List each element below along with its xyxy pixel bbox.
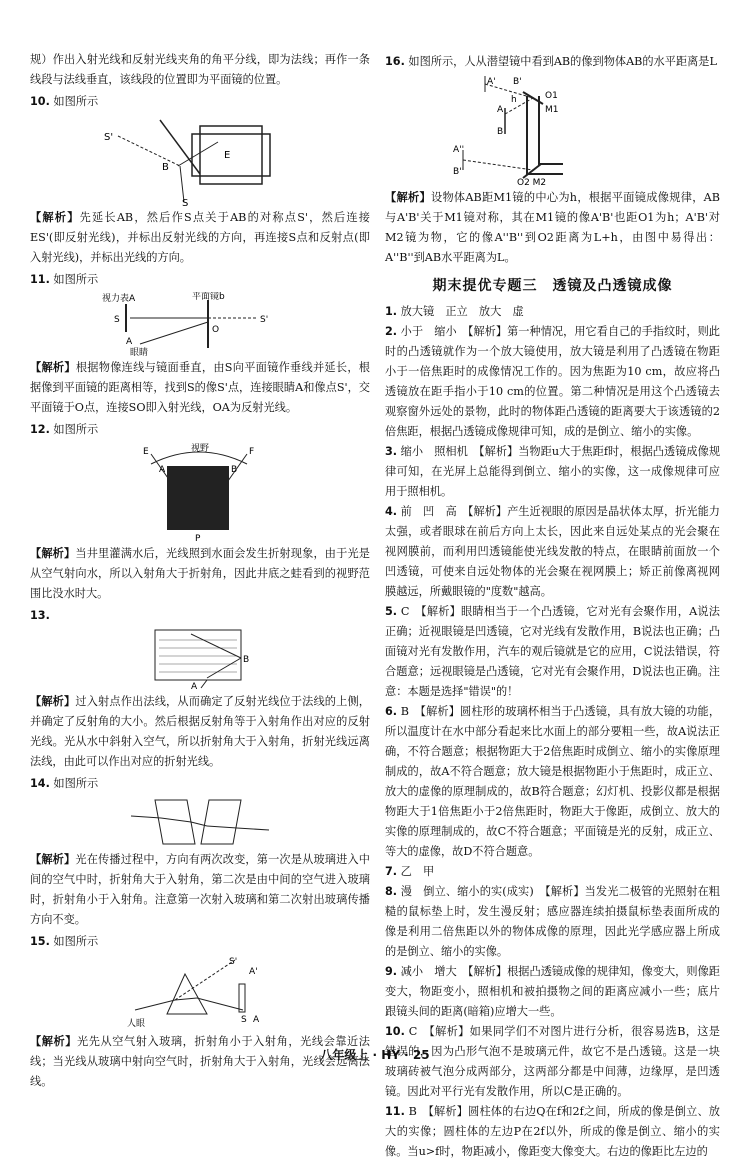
q11-label-mirror: 平面镜b bbox=[192, 292, 225, 302]
answer-number: 6. bbox=[385, 705, 398, 718]
q12-analysis bbox=[30, 544, 370, 604]
q12-title: 如图所示 bbox=[53, 423, 99, 436]
answer-item bbox=[385, 322, 720, 442]
q15-label-s: S bbox=[241, 1015, 247, 1025]
answer-number: 3. bbox=[385, 445, 398, 458]
q11-label-chart: 视力表A bbox=[102, 294, 136, 304]
answer-body: 前 凹 高 【解析】产生近视眼的原因是晶状体太厚，折光能力太强，或者眼球在前后方向上太长，因此来自远处某点的光会聚在视网膜前，而利用凹透镜能使光线发散的特点，在眼睛前面放一个凹透镜，可使来自远处物体的光会聚在视网膜上；矫正前像离视网膜越远，所戴眼镜的"度数"越高。 bbox=[385, 505, 720, 598]
answer-item bbox=[385, 602, 720, 702]
q12-label-p: P bbox=[195, 534, 201, 542]
q12-label-b: B bbox=[231, 465, 238, 475]
q16-label-h: h bbox=[510, 95, 517, 105]
intro-text: 规）作出入射光线和反射光线夹角的角平分线，即为法线；再作一条线段与法线垂直，该线段的位置即为平面镜的位置。 bbox=[30, 53, 370, 86]
q15-label-eye: 人眼 bbox=[127, 1019, 146, 1029]
q13-tag: 【解析】 bbox=[30, 695, 76, 708]
q14-tag: 【解析】 bbox=[30, 853, 76, 866]
answer-number: 2. bbox=[385, 325, 398, 338]
answer-number: 11. bbox=[385, 1105, 405, 1118]
q10-analysis bbox=[30, 208, 370, 268]
page-footer: 八年级上 · HY · 25 bbox=[320, 1048, 430, 1062]
q10-number: 10. bbox=[30, 95, 50, 108]
q11-label-a: A bbox=[126, 337, 133, 347]
q10-figure bbox=[100, 114, 300, 206]
answer-body: B 【解析】圆柱体的右边Q在f和2f之间，所成的像是倒立、放大的实像；圆柱体的左边P在2f以外，所成的像是倒立、缩小的实像。当u>f时，物距减小，像距变大像变大。右边的像距比左边的 bbox=[385, 1105, 720, 1158]
q15-figure bbox=[115, 954, 285, 1030]
q12-label-f: F bbox=[249, 447, 255, 457]
q14-title: 如图所示 bbox=[53, 777, 99, 790]
q15-tag: 【解析】 bbox=[30, 1035, 77, 1048]
q13-figure bbox=[125, 628, 275, 690]
q16-analysis bbox=[385, 188, 720, 268]
answer-item bbox=[385, 962, 720, 1022]
answer-item bbox=[385, 862, 720, 882]
q16-label-a: A bbox=[496, 105, 503, 115]
q12-number: 12. bbox=[30, 423, 50, 436]
q12-label-view: 视野 bbox=[191, 444, 210, 454]
answer-body: C 【解析】眼睛相当于一个凸透镜，它对光有会聚作用，A说法正确；近视眼镜是凹透镜，它对光线有发散作用，B说法也正确；凸面镜对光有发散作用，汽车的观后镜就是它的应用，C说法错误，符合题意；远视眼镜是凸透镜，它对光有会聚作用，D说法也正确。注意：本题是选择"错误"的！ bbox=[385, 605, 720, 698]
answer-item bbox=[385, 1102, 720, 1162]
q11-label-o: O bbox=[212, 325, 220, 335]
q12-figure bbox=[115, 442, 285, 542]
answer-number: 4. bbox=[385, 505, 398, 518]
answer-body: C 【解析】如果同学们不对图片进行分析，很容易选B，这是错误的，因为凸形气泡不是玻璃元件，故它不是凸透镜。这是一块玻璃砖被气泡分成两部分，这两部分都是中间薄，边缘厚，是凹透镜。因此对平行光有发散作用，所以C是正确的。 bbox=[385, 1025, 720, 1098]
q16-tag: 【解析】 bbox=[385, 191, 431, 204]
q13-label-b: B bbox=[243, 655, 250, 665]
answer-body: 放大镜 正立 放大 虚 bbox=[400, 305, 524, 318]
q13-label-a: A bbox=[191, 682, 198, 690]
left-column bbox=[30, 50, 370, 1092]
answer-number: 1. bbox=[385, 305, 398, 318]
q16-figure bbox=[453, 74, 653, 186]
q11-analysis bbox=[30, 358, 370, 418]
q11-label-eye: 眼睛 bbox=[130, 348, 149, 356]
q11-tag: 【解析】 bbox=[30, 361, 76, 374]
answer-body: 漫 倒立、缩小的实(成实) 【解析】当发光二极管的光照射在粗糙的鼠标垫上时，发生漫反射；感应器连续拍摄鼠标垫表面所成的像是利用二倍焦距以外的物体成像的原理，因此光学感应器上所成的是倒立、缩小的实像。 bbox=[385, 885, 720, 958]
q16-title: 如图所示，人从潜望镜中看到AB的像到物体AB的水平距离是L bbox=[408, 55, 717, 68]
q10-head bbox=[30, 92, 370, 112]
q14-analysis bbox=[30, 850, 370, 930]
answer-list bbox=[385, 302, 720, 1162]
q10-label-e: E bbox=[224, 150, 231, 161]
q12-text: 当井里灌满水后，光线照到水面会发生折射现象，由于光是从空气射向水，所以入射角大于折射角，因此井底之蛙看到的视野范围比没水时大。 bbox=[30, 547, 370, 600]
q13-analysis bbox=[30, 692, 370, 772]
q16-label-o1: O1 bbox=[544, 91, 558, 101]
q15-title: 如图所示 bbox=[53, 935, 99, 948]
q15-text: 光先从空气射入玻璃，折射角小于入射角，光线会靠近法线；当光线从玻璃中射向空气时，折射角大于入射角，光线会远离法线。 bbox=[30, 1035, 370, 1088]
answer-body: 小于 缩小 【解析】第一种情况，用它看自己的手指纹时，则此时的凸透镜就作为一个放大镜使用，放大镜是利用了凸透镜在物距小于一倍焦距时的成像情况工作的。因为焦距为10 cm，故应将凸透镜放在距手指小于10 cm的位置。第二种情况是用这个凸透镜去观察窗外远处的景物，此时的物体距凸透镜的距离要大于该透镜的2倍焦距，根据凸透镜成像规律可知，成的是倒立、缩小的实像。 bbox=[385, 325, 720, 438]
q16-number: 16. bbox=[385, 55, 405, 68]
q10-title: 如图所示 bbox=[53, 95, 99, 108]
q14-number: 14. bbox=[30, 777, 50, 790]
q15-label-sprime: S' bbox=[229, 957, 238, 967]
q12-label-e: E bbox=[143, 447, 149, 457]
q10-label-sprime: S' bbox=[104, 132, 114, 143]
q16-label-b: B bbox=[496, 127, 503, 137]
section-title: 期末提优专题三 透镜及凸透镜成像 bbox=[432, 278, 673, 294]
q12-label-a: A bbox=[159, 465, 166, 475]
q16-label-aprime: A' bbox=[486, 77, 496, 87]
answer-item bbox=[385, 442, 720, 502]
right-column bbox=[385, 50, 720, 1162]
q16-label-m1: M1 bbox=[544, 105, 558, 115]
q14-figure bbox=[125, 796, 275, 848]
q11-head bbox=[30, 270, 370, 290]
q10-label-s: S bbox=[182, 198, 189, 206]
q16-label-bprime: B' bbox=[512, 77, 522, 87]
answer-number: 9. bbox=[385, 965, 398, 978]
answer-number: 7. bbox=[385, 865, 398, 878]
q11-text: 根据物像连线与镜面垂直，由S向平面镜作垂线并延长，根据像到平面镜的距离相等，找到S的像S'点，连接眼睛A和像点S'，交平面镜于O点，连接SO即入射光线，OA为反射光线。 bbox=[30, 361, 370, 414]
q15-label-aprime: A' bbox=[249, 967, 258, 977]
q11-figure bbox=[100, 292, 300, 356]
q15-label-a: A bbox=[253, 1015, 260, 1025]
q15-head bbox=[30, 932, 370, 952]
q11-label-s: S bbox=[114, 315, 120, 325]
q10-label-b: B bbox=[162, 162, 169, 173]
q12-tag: 【解析】 bbox=[30, 547, 76, 560]
q11-number: 11. bbox=[30, 273, 50, 286]
answer-number: 5. bbox=[385, 605, 398, 618]
q12-head bbox=[30, 420, 370, 440]
q16-head bbox=[385, 52, 720, 72]
answer-number: 10. bbox=[385, 1025, 405, 1038]
q13-number: 13. bbox=[30, 609, 50, 622]
q10-text: 先延长AB，然后作S点关于AB的对称点S'，然后连接ES'(即反射光线)，并标出反射光线的方向，再连接S点和反射点(即入射光线)，并标出光线的方向。 bbox=[30, 211, 370, 264]
answer-item bbox=[385, 502, 720, 602]
q11-label-sprime: S' bbox=[260, 315, 269, 325]
q11-title: 如图所示 bbox=[53, 273, 99, 286]
q14-text: 光在传播过程中，方向有两次改变，第一次是从玻璃进入中间的空气中时，折射角大于入射角，第二次是由中间的空气进入玻璃时，折射角小于入射角。注意第一次射入玻璃和第二次射出玻璃传播方向不变。 bbox=[30, 853, 370, 926]
q13-text: 过入射点作出法线，从而确定了反射光线位于法线的上侧，并确定了反射角的大小。然后根据反射角等于入射角作出对应的反射光线。光从水中斜射入空气，所以折射角大于入射角，折射光线远离法线，由此可以作出对应的折射光线。 bbox=[30, 695, 370, 768]
q14-head bbox=[30, 774, 370, 794]
q16-label-o2m2: O2 M2 bbox=[516, 178, 546, 186]
q16-text: 设物体AB距M1镜的中心为h，根据平面镜成像规律，AB与A'B'关于M1镜对称，其在M1镜的像A'B'也距O1为h；A'B'对M2镜为物，它的像A''B''到O2距离为L+h，由图中易得出：A''B''到AB水平距离为L。 bbox=[385, 191, 720, 264]
answer-body: 乙 甲 bbox=[400, 865, 435, 878]
q13-head bbox=[30, 606, 370, 626]
answer-body: 缩小 照相机 【解析】当物距u大于焦距f时，根据凸透镜成像规律可知，在光屏上总能得到倒立、缩小的实像，这一成像规律可应用于照相机。 bbox=[385, 445, 721, 498]
answer-item bbox=[385, 302, 720, 322]
answer-item bbox=[385, 882, 720, 962]
q15-number: 15. bbox=[30, 935, 50, 948]
q16-label-b2: B'' bbox=[452, 167, 464, 177]
answer-item bbox=[385, 702, 720, 862]
answer-body: 减小 增大 【解析】根据凸透镜成像的规律知，像变大，则像距变大，物距变小，照相机和被拍摄物之间的距离应减小一些；底片跟镜头间的距离(暗箱)应增大一些。 bbox=[385, 965, 720, 1018]
q16-label-a2: A'' bbox=[452, 145, 464, 155]
answer-body: B 【解析】圆柱形的玻璃杯相当于凸透镜，具有放大镜的功能，所以温度计在水中部分看起来比水面上的部分要粗一些，故A说法正确，不符合题意；根据物距大于2倍焦距时成倒立、缩小的实像原理制成的，故A不符合题意；放大镜是根据物距小于焦距时，成正立、放大的虚像的原理制成的，故B符合题意；幻灯机、投影仪都是根据物距大于1倍焦距小于2倍焦距时，物距大于像距，成倒立、放大的实像的原理制成的，故C不符合题意；平面镜是光的反射，成正立、等大的虚像，故D不符合题意。 bbox=[385, 705, 721, 858]
q10-tag: 【解析】 bbox=[30, 211, 80, 224]
answer-number: 8. bbox=[385, 885, 398, 898]
